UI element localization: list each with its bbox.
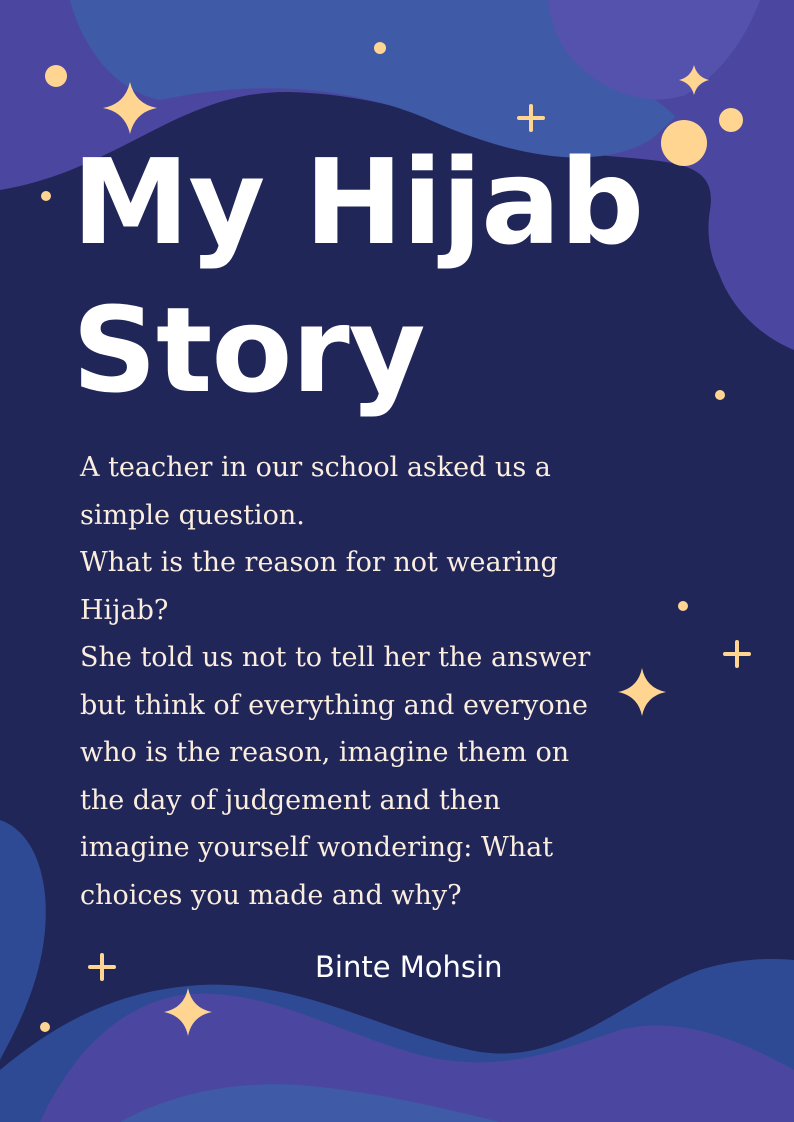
story-line: the day of judgement and then: [80, 784, 501, 816]
title-line: Story: [72, 281, 425, 419]
story-line: who is the reason, imagine them on: [80, 737, 570, 768]
dot-icon: [40, 1022, 50, 1032]
dot-icon: [45, 65, 67, 87]
story-line: imagine yourself wondering: What: [80, 832, 554, 863]
story-line: choices you made and why?: [80, 879, 462, 911]
story-line: Hijab?: [80, 594, 169, 626]
dot-icon: [719, 108, 743, 132]
story-text: [80, 444, 640, 919]
dot-icon: [41, 191, 51, 201]
story-line: simple question.: [80, 499, 305, 531]
dot-icon: [374, 42, 386, 54]
bottom-left-blob: [0, 820, 46, 1060]
story-line: but think of everything and everyone: [80, 689, 588, 721]
story-line: What is the reason for not wearing: [80, 547, 558, 578]
story-line: She told us not to tell her the answer: [80, 642, 591, 673]
dot-icon: [661, 120, 707, 166]
dot-icon: [715, 390, 725, 400]
story-line: A teacher in our school asked us a: [80, 452, 551, 483]
poster-title: [72, 128, 643, 424]
title-line: My Hijab: [72, 133, 644, 271]
plus-icon: [90, 955, 114, 979]
dot-icon: [678, 601, 688, 611]
author-name: Binte Mohsin: [315, 950, 503, 984]
plus-icon: [725, 642, 749, 666]
